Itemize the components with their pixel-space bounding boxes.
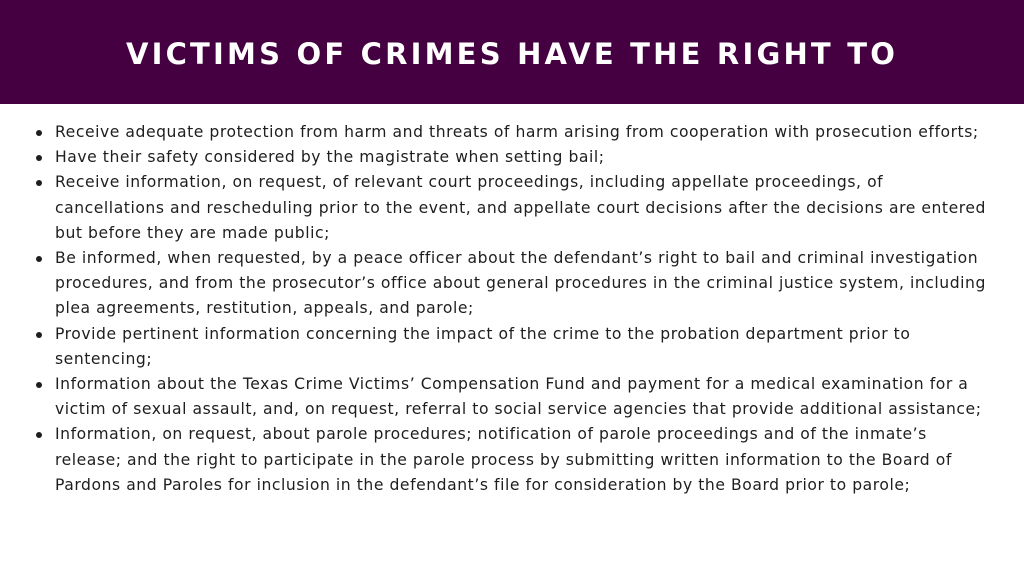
list-item-text: Be informed, when requested, by a peace officer about the defendant’s right to bail and criminal investigation procedures, and from the prosecutor’s office about general procedures in the criminal justice system, including plea agreements, restitution, appeals, and parole; (55, 249, 986, 318)
bullet-icon (36, 180, 42, 186)
list-item (32, 322, 994, 372)
list-item (32, 422, 994, 498)
list-item (32, 120, 994, 145)
header-banner (0, 0, 1024, 104)
bullet-icon (36, 256, 42, 262)
rights-content (0, 104, 1024, 498)
bullet-icon (36, 155, 42, 161)
rights-list (32, 120, 994, 498)
page-title: VICTIMS OF CRIMES HAVE THE RIGHT TO (125, 37, 899, 71)
list-item-text: Receive adequate protection from harm and threats of harm arising from cooperation with prosecution efforts; (55, 123, 979, 141)
bullet-icon (36, 130, 42, 136)
list-item-text: Provide pertinent information concerning the impact of the crime to the probation department prior to sentencing; (55, 324, 911, 368)
list-item-text: Information, on request, about parole procedures; notification of parole proceedings and of the inmate’s release; and the right to participate in the parole process by submitting written information to the Board of Pardons and Paroles for inclusion in the defendant’s file for consideration by the Board prior to parole; (55, 425, 952, 494)
list-item (32, 145, 994, 170)
list-item (32, 372, 994, 422)
list-item-text: Receive information, on request, of relevant court proceedings, including appellate proceedings, of cancellations and rescheduling prior to the event, and appellate court decisions after the decisions are entered but before they are made public; (55, 173, 986, 242)
bullet-icon (36, 432, 42, 438)
list-item (32, 170, 994, 246)
list-item-text: Have their safety considered by the magistrate when setting bail; (55, 148, 605, 167)
list-item-text: Information about the Texas Crime Victims’ Compensation Fund and payment for a medical examination for a victim of sexual assault, and, on request, referral to social service agencies that provide additional assistance; (55, 375, 982, 419)
bullet-icon (36, 382, 42, 388)
bullet-icon (36, 332, 42, 338)
list-item (32, 246, 994, 322)
